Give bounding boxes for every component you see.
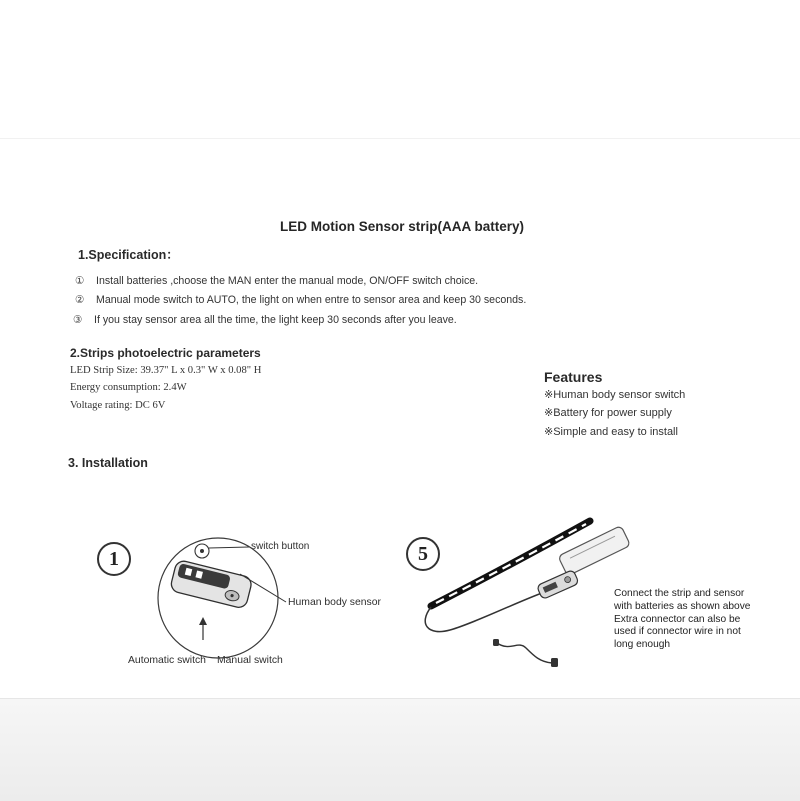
switch-button-drawing: [195, 544, 209, 558]
sensor-unit: [536, 570, 579, 600]
automatic-switch-key: [185, 568, 193, 576]
manual-switch-key: [195, 570, 203, 578]
sensor-leader-line: [240, 574, 286, 602]
specification-heading: 1.Specification：: [78, 248, 179, 262]
switch-panel: [177, 563, 231, 589]
feature-item: ※Human body sensor switch: [544, 389, 686, 401]
feature-item: ※Battery for power supply: [544, 407, 672, 419]
paper-edge-top: [0, 138, 800, 139]
strip-wire: [425, 593, 542, 632]
sensor-unit-lens: [564, 576, 572, 584]
specification-item: [75, 276, 478, 287]
battery-box-housing: [558, 526, 631, 576]
circled-number-1: ①: [75, 275, 85, 287]
extra-connector-plug: [551, 658, 558, 667]
parameter-energy: Energy consumption: 2.4W: [70, 382, 187, 393]
led-strip-segments: [436, 524, 586, 603]
specification-item: [75, 295, 526, 306]
specification-text: If you stay sensor area all the time, the light keep 30 seconds after you leave.: [94, 314, 457, 326]
specification-text: Manual mode switch to AUTO, the light on when entre to sensor area and keep 30 seconds.: [96, 294, 527, 306]
switch-button-center: [200, 549, 204, 553]
specification-item: [73, 315, 457, 326]
note-line: Connect the strip and sensor: [614, 588, 745, 599]
circled-number-3: ③: [73, 314, 83, 326]
battery-box: [558, 526, 631, 576]
parameter-strip-size: LED Strip Size: 39.37" L x 0.3" W x 0.08" H: [70, 365, 262, 376]
specification-text: Install batteries ,choose the MAN enter the manual mode, ON/OFF switch choice.: [96, 275, 479, 287]
extra-connector-socket: [493, 639, 499, 646]
pir-sensor-lens: [224, 589, 240, 602]
switch-button-leader-line: [209, 547, 249, 548]
step-5-number: [406, 537, 440, 571]
led-strip: [431, 521, 590, 606]
parameters-heading: 2.Strips photoelectric parameters: [70, 346, 261, 360]
note-line: used if connector wire in not: [614, 626, 741, 638]
magnifier-circle: [158, 538, 278, 658]
step-1-number: [97, 542, 131, 576]
circled-number-2: ②: [75, 294, 85, 306]
sensor-unit-housing: [536, 570, 579, 600]
extra-connector-cable: [497, 643, 552, 663]
features-heading: Features: [544, 369, 603, 385]
step-number-text: 5: [418, 543, 428, 565]
manual-switch-label: Manual switch: [217, 655, 283, 666]
strip-connection-drawing: [425, 521, 630, 667]
step-number-text: 1: [109, 548, 119, 570]
parameter-voltage: Voltage rating: DC 6V: [70, 400, 166, 411]
switch-arrow-head: [199, 617, 207, 625]
note-line: with batteries as shown above: [614, 600, 751, 612]
sensor-housing: [169, 559, 252, 609]
paper-edge-bottom: [0, 698, 800, 801]
battery-box-detail: [570, 536, 615, 558]
document-title: LED Motion Sensor strip(AAA battery): [280, 219, 525, 234]
connection-note: [614, 588, 750, 652]
sensor-unit-body: [169, 559, 252, 609]
installation-heading: 3. Installation: [68, 456, 148, 470]
note-line: long enough: [614, 639, 671, 651]
pir-sensor-dot: [230, 594, 234, 598]
feature-item: ※Simple and easy to install: [544, 426, 678, 438]
automatic-switch-label: Automatic switch: [128, 655, 206, 666]
switch-button-label: switch button: [251, 541, 310, 552]
sensor-unit-closeup-drawing: [158, 538, 286, 658]
note-line: Extra connector can also be: [614, 613, 741, 625]
human-body-sensor-label: Human body sensor: [288, 597, 381, 608]
sensor-unit-switches: [543, 582, 558, 593]
